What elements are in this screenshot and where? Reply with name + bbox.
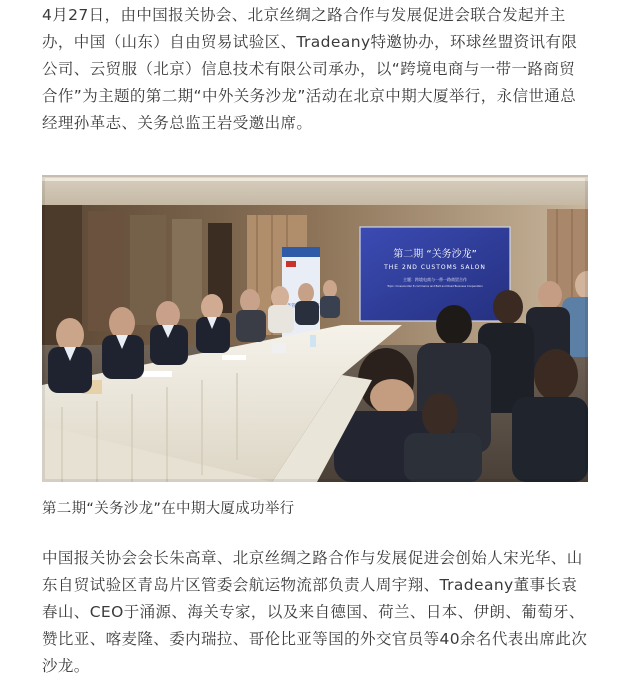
screen-line-1: 主题：跨境电商与一带一路商贸合作 — [403, 277, 467, 282]
screen-title: 第二期 “关务沙龙” — [393, 249, 477, 260]
screen-subtitle: THE 2ND CUSTOMS SALON — [384, 264, 486, 271]
event-photo — [42, 175, 588, 482]
attendees-paragraph: 中国报关协会会长朱高章、北京丝绸之路合作与发展促进会创始人宋光华、山东自贸试验区青岛片区管委会航运物流部负责人周宇翔、Tradeany董事长袁春山、CEO于涌源、海关专家，以及来自德国、荷兰、日本、伊朗、葡萄牙、赞比亚、喀麦隆、委内瑞拉、哥伦比亚等国的外交官员等40余名代表出席此次沙龙。 — [42, 549, 588, 675]
photo-caption: 第二期“关务沙龙”在中期大厦成功举行 — [42, 501, 295, 517]
projection-screen — [360, 227, 510, 321]
screen-line-2: Topic: Cross-border E-commerce and Belt and Road Business Cooperation — [387, 285, 483, 288]
intro-paragraph: 4月27日，由中国报关协会、北京丝绸之路合作与发展促进会联合发起并主办，中国（山东）自由贸易试验区、Tradeany特邀协办，环球丝盟资讯有限公司、云贸服（北京）信息技术有限公司承办，以“跨境电商与一带一路商贸合作”为主题的第二期“中外关务沙龙”活动在北京中期大厦举行，永信世通总经理孙革志、关务总监王岩受邀出席。 — [42, 6, 578, 132]
